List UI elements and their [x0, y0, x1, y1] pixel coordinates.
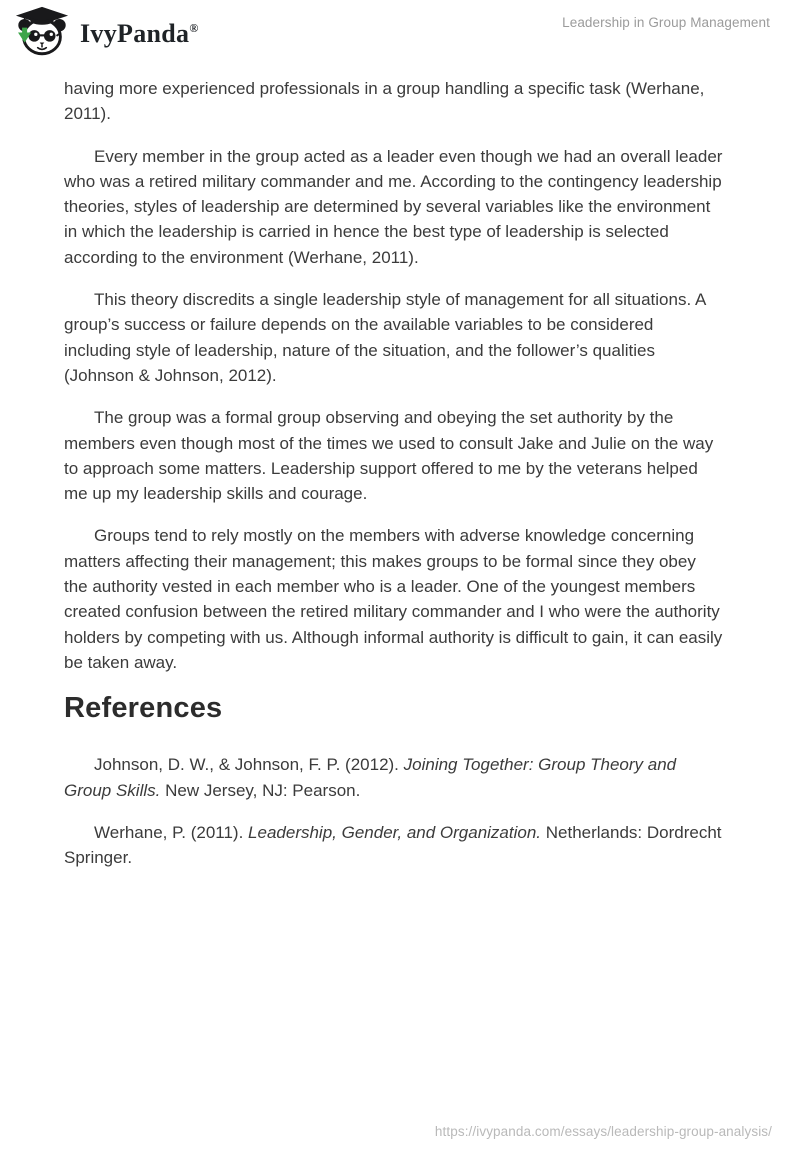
- registered-trademark-symbol: ®: [189, 21, 199, 35]
- reference-title-italic: Leadership, Gender, and Organization.: [248, 822, 542, 842]
- references-heading: References: [64, 692, 223, 725]
- reference-text: Netherlands: Dordrecht Springer.: [64, 822, 722, 868]
- paragraph: This theory discredits a single leadership style of management for all situations. A group’s success or failure depends on the available variables to be considered including style of leadership, nature of the situation, and the follower’s qualities (Johnson & Johnson, 2012).: [64, 290, 706, 385]
- page-header: [0, 0, 800, 64]
- reference-entry: [64, 752, 724, 803]
- ivypanda-panda-logo-icon: [13, 6, 71, 58]
- source-url: https://ivypanda.com/essays/leadership-group-analysis/: [434, 1124, 772, 1139]
- reference-text: Werhane, P. (2011).: [94, 822, 249, 842]
- reference-title-italic: Joining Together: Group Theory and Group Skills.: [64, 755, 677, 800]
- paragraph: Groups tend to rely mostly on the members with adverse knowledge concerning matters affecting their management; this makes groups to be formal since they obey the authority vested in each member who is a leader. One of the youngest members created confusion between the retired military commander and I who were the authority holders by competing with us. Although informal authority is difficult to gain, it can easily be taken away.: [64, 526, 723, 672]
- reference-text: Johnson, D. W., & Johnson, F. P. (2012).: [94, 755, 404, 775]
- paragraph: The group was a formal group observing and obeying the set authority by the members even though most of the times we used to consult Jake and Julie on the way to approach some matters. Leadership support offered to me by the veterans helped me up my leadership skills and courage.: [64, 408, 714, 504]
- reference-text: New Jersey, NJ: Pearson.: [160, 780, 361, 800]
- essay-body: [0, 64, 800, 870]
- brand-name: IvyPanda: [80, 19, 190, 48]
- paragraph: Every member in the group acted as a leader even though we had an overall leader who was a retired military commander and me. According to the contingency leadership theories, styles of leadership are determined by several variables like the environment in which the leadership is carried in hence the best type of leadership is selected according to the environment (Werhane, 2011).: [64, 146, 723, 267]
- brand-wordmark: [80, 19, 199, 49]
- reference-entry: [64, 820, 724, 871]
- running-head-title: Leadership in Group Management: [562, 15, 770, 30]
- paragraph: having more experienced professionals in a group handling a specific task (Werhane, 2011).: [64, 79, 705, 124]
